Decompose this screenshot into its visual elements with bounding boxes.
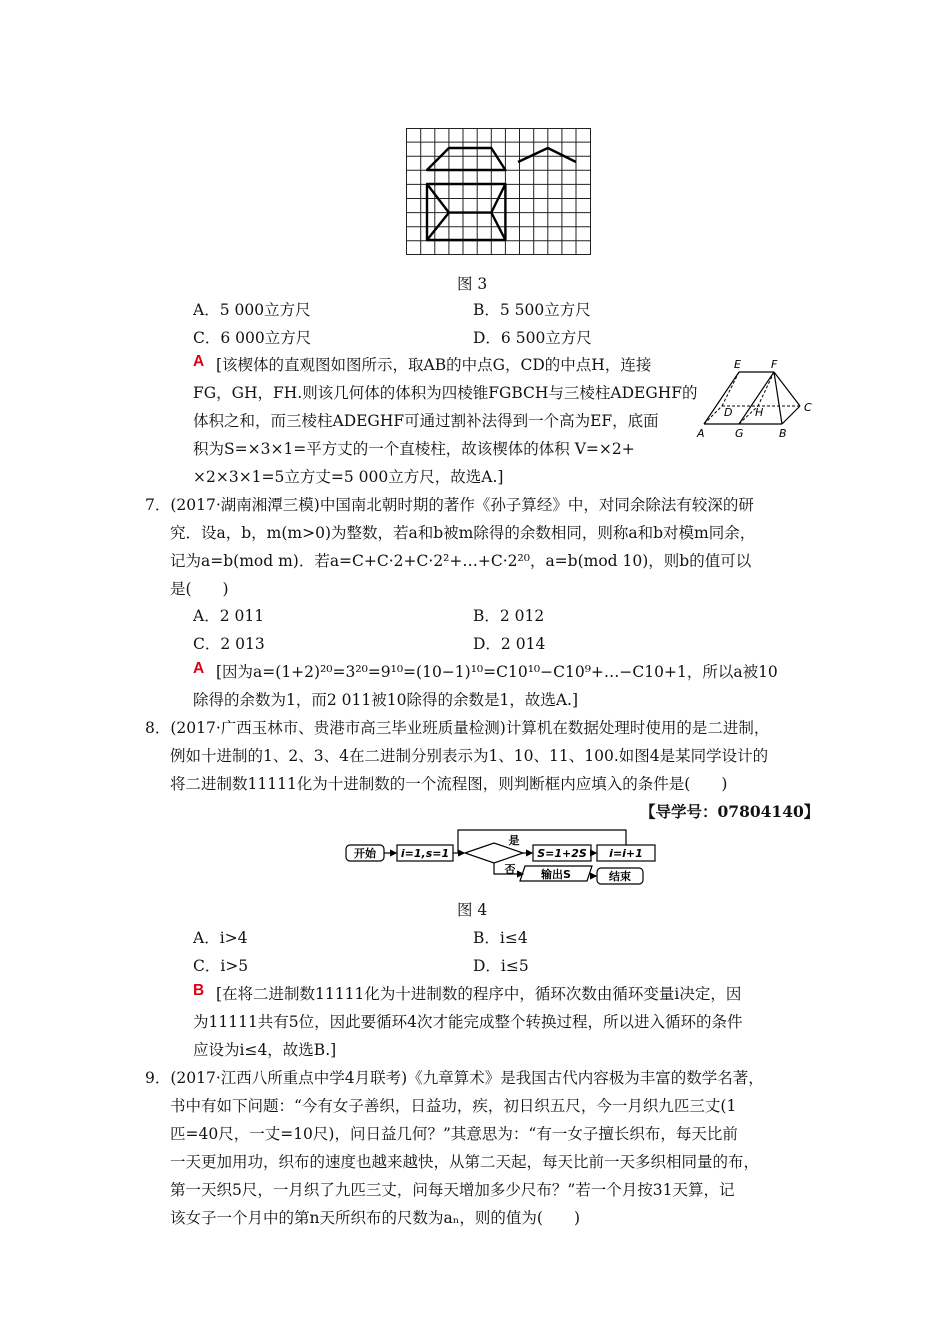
q7-solution-line: [因为a=(1+2)²⁰=3²⁰=9¹⁰=(10−1)¹⁰=C10¹⁰−C10⁹+…−C10+1，所以a被10 — [216, 663, 778, 681]
q9-line: 匹=40尺，一丈=10尺)，问日益几何？”其意思为：“有一女子擅长织布，每天比前 — [170, 1125, 738, 1143]
q8-solution-line: 为11111共有5位，因此要循环4次才能完成整个转换过程，所以进入循环的条件 — [193, 1013, 743, 1031]
option-d: D．2 014 — [473, 635, 546, 653]
option-a: A．i>4 — [193, 929, 248, 947]
q8-line: 8．(2017·广西玉林市、贵港市高三毕业班质量检测)计算机在数据处理时使用的是二进制， — [145, 719, 770, 737]
q6-solution-line: [该楔体的直观图如图所示，取AB的中点G，CD的中点H，连接 — [216, 356, 652, 374]
label-G: G — [735, 427, 744, 440]
q6-solution-line: 积为S=×3×1=平方丈的一个直棱柱，故该楔体的体积 V=×2+ — [193, 440, 635, 458]
label-B: B — [779, 427, 787, 440]
q8-line: 将二进制数11111化为十进制数的一个流程图，则判断框内应填入的条件是( ) — [170, 775, 728, 793]
q9-line: 书中有如下问题：“今有女子善织，日益功，疾，初日织五尺，今一月织九匹三丈(1 — [170, 1097, 737, 1115]
option-c: C．2 013 — [193, 635, 265, 653]
flow-init: i=1,s=1 — [400, 847, 450, 860]
wedge-solid-figure — [694, 358, 814, 444]
q9-line: 第一天织5尺，一月织了九匹三丈，问每天增加多少尺布？”若一个月按31天算，记 — [170, 1181, 735, 1199]
option-b: B．2 012 — [473, 607, 545, 625]
three-view-grid-figure — [406, 128, 592, 256]
q6-solution-line: ×2×3×1=5立方丈=5 000立方尺，故选A.] — [193, 468, 504, 486]
option-c: C．6 000立方尺 — [193, 329, 312, 347]
label-E: E — [734, 358, 741, 371]
flow-no: 否 — [504, 863, 516, 876]
label-A: A — [697, 427, 705, 440]
label-C: C — [804, 401, 812, 414]
option-d: D．6 500立方尺 — [473, 329, 592, 347]
option-a: A．2 011 — [193, 607, 265, 625]
option-a: A．5 000立方尺 — [193, 301, 311, 319]
option-b: B．5 500立方尺 — [473, 301, 591, 319]
q6-solution-line: 体积之和，而三棱柱ADEGHF可通过割补法得到一个高为EF，底面 — [193, 412, 659, 430]
label-D: D — [724, 406, 733, 419]
flow-update-s: S=1+2S — [537, 847, 587, 860]
flowchart-figure — [340, 826, 660, 888]
q7-solution-line: 除得的余数为1，而2 011被10除得的余数是1，故选A.] — [193, 691, 578, 709]
q7-line: 是( ) — [170, 580, 229, 598]
q6-solution-line: FG，GH，FH.则该几何体的体积为四棱锥FGBCH与三棱柱ADEGHF的 — [193, 384, 698, 402]
flow-start: 开始 — [354, 847, 376, 860]
figure-3-caption: 图 3 — [457, 275, 488, 293]
q7-line: 7．(2017·湖南湘潭三模)中国南北朝时期的著作《孙子算经》中，对同余除法有较深的研 — [145, 496, 754, 514]
q8-solution-line: 应设为i≤4，故选B.] — [193, 1041, 337, 1059]
q7-line: 记为a=b(mod m)．若a=C+C·2+C·2²+…+C·2²⁰，a=b(mod 10)，则b的值可以 — [170, 552, 752, 570]
option-d: D．i≤5 — [473, 957, 529, 975]
q8-solution-line: [在将二进制数11111化为十进制数的程序中，循环次数由循环变量i决定，因 — [216, 985, 742, 1003]
guide-number: 【导学号：07804140】 — [640, 802, 820, 821]
q6-answer: A — [193, 353, 205, 370]
flow-end: 结束 — [609, 870, 631, 883]
label-H: H — [755, 406, 764, 419]
q9-line: 一天更加用功，织布的速度也越来越快，从第二天起，每天比前一天多织相同量的布， — [170, 1153, 760, 1171]
flow-update-i: i=i+1 — [609, 847, 643, 860]
flow-output: 输出S — [541, 868, 571, 881]
q8-line: 例如十进制的1、2、3、4在二进制分别表示为1、10、11、100.如图4是某同学设计的 — [170, 747, 769, 765]
q9-line: 该女子一个月中的第n天所织布的尺数为aₙ，则的值为( ) — [170, 1209, 581, 1227]
q7-answer: A — [193, 660, 205, 677]
q8-answer: B — [193, 982, 205, 999]
flow-yes: 是 — [508, 834, 520, 847]
option-b: B．i≤4 — [473, 929, 528, 947]
option-c: C．i>5 — [193, 957, 249, 975]
q7-line: 究．设a，b，m(m>0)为整数，若a和b被m除得的余数相同，则称a和b对模m同余， — [170, 524, 756, 542]
q9-line: 9．(2017·江西八所重点中学4月联考)《九章算术》是我国古代内容极为丰富的数学名著， — [145, 1069, 764, 1087]
figure-4-caption: 图 4 — [457, 901, 488, 919]
label-F: F — [771, 358, 778, 371]
